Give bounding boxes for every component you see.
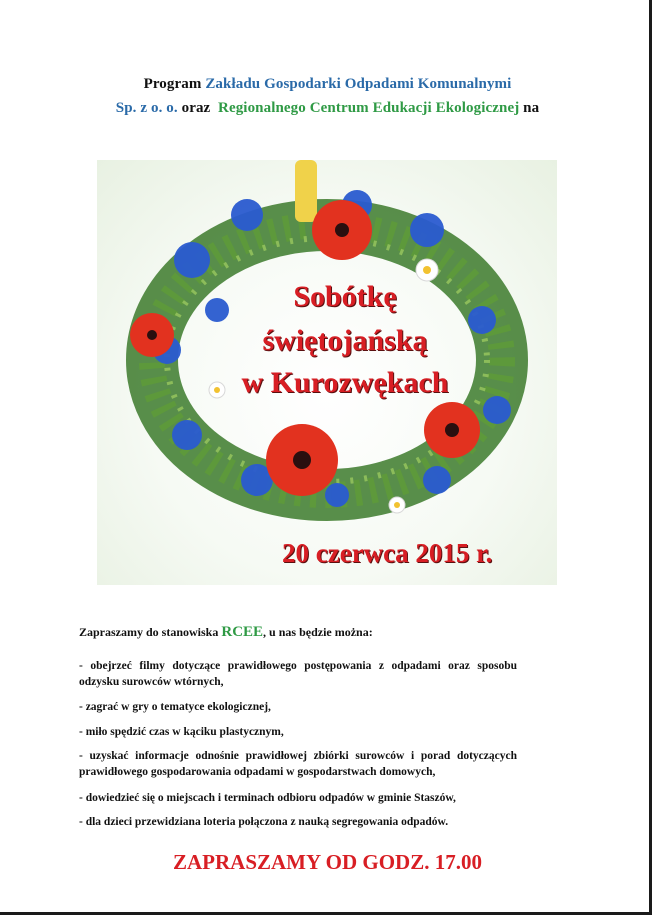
list-item: - dowiedzieć się o miejscach i terminach odbioru odpadów w gminie Staszów,	[79, 792, 456, 804]
header-org-suffix: Sp. z o. o.	[115, 100, 178, 116]
intro-prefix: Zapraszamy do stanowiska	[79, 625, 219, 639]
list-item: - miło spędzić czas w kąciku plastycznym,	[79, 726, 284, 738]
poster-date: 20 czerwca 2015 r.	[282, 538, 493, 568]
header-org2-name: Regionalnego Centrum Edukacji Ekologicznej	[218, 100, 520, 116]
header-org-name: Zakładu Gospodarki Odpadami Komunalnymi	[205, 76, 512, 92]
header-line-end: na	[523, 100, 540, 116]
header-program-label: Program	[143, 76, 202, 92]
list-item: - zagrać w gry o tematyce ekologicznej,	[79, 701, 271, 713]
closing-invitation: ZAPRASZAMY OD GODZ. 17.00	[173, 850, 482, 874]
candle-icon	[295, 160, 317, 222]
poster-title-line-2: świętojańską	[262, 324, 428, 357]
intro-suffix: , u nas będzie można:	[263, 625, 373, 639]
list-item: - uzyskać informacje odnośnie prawidłowej zbiórki surowców i porad dotyczących prawidłowego gospodarowania odpadami w gospodarstwach domowych,	[79, 750, 517, 778]
header-line-1	[0, 76, 655, 93]
list-item: - obejrzeć filmy dotyczące prawidłowego postępowania z odpadami oraz sposobu odzysku surowców wtórnych,	[79, 660, 517, 688]
header-conjunction: oraz	[181, 100, 211, 116]
intro-rcee: RCEE	[221, 624, 264, 640]
intro-text	[79, 624, 373, 641]
header-line-2	[0, 100, 655, 117]
list-item: - dla dzieci przewidziana loteria połączona z nauką segregowania odpadów.	[79, 816, 449, 828]
poster-title-line-1: Sobótkę	[293, 280, 397, 313]
poster-image	[97, 160, 557, 585]
poster-title-line-3: w Kurozwękach	[241, 366, 449, 399]
